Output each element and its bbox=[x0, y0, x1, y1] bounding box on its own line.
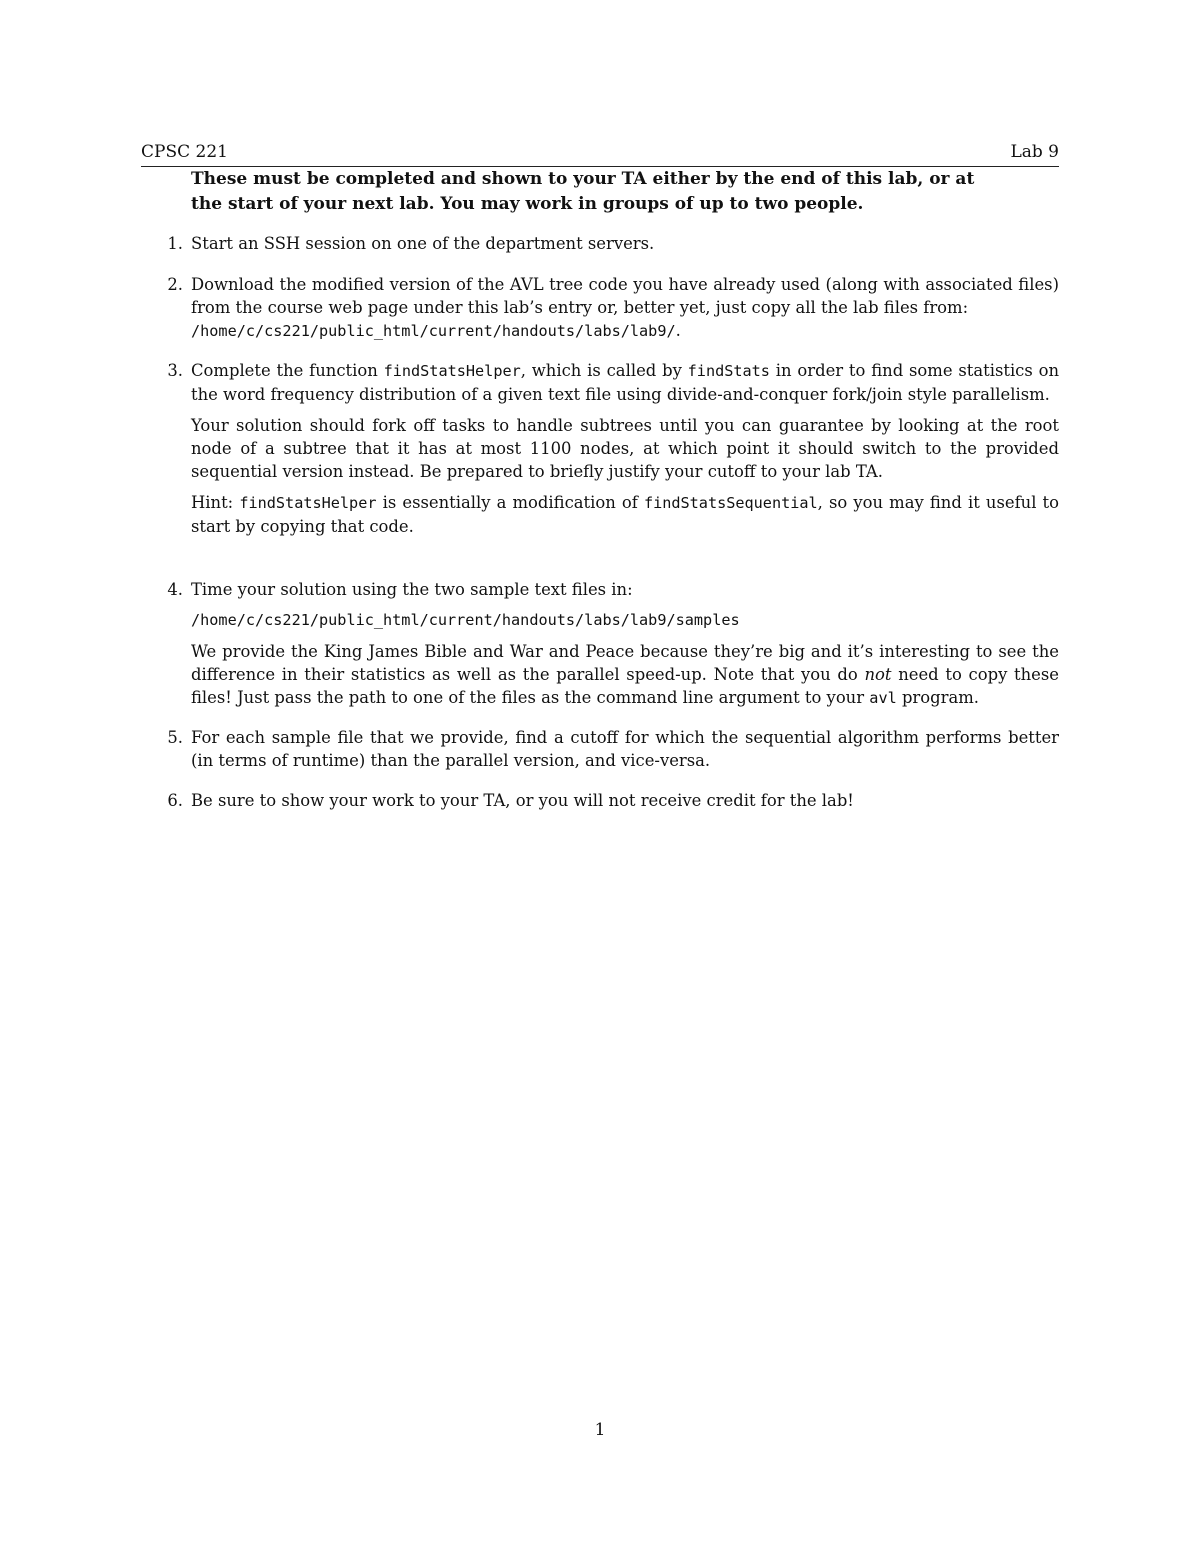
code-findStatsHelper: findStatsHelper bbox=[239, 494, 377, 512]
item-text: Download the modified version of the AVL tree code you have already used (along with associated files) from the course web page under this lab’s entry or, better yet, just copy all the lab files from: /home/c/cs221/public_html/current/handouts/labs/lab9/. bbox=[191, 275, 1059, 340]
item-text: Start an SSH session on one of the department servers. bbox=[191, 234, 655, 253]
page-number: 1 bbox=[594, 1420, 606, 1440]
item-number: 1. bbox=[167, 234, 183, 253]
page-header bbox=[141, 142, 1059, 167]
list-item bbox=[167, 273, 1059, 343]
emphasis-not: not bbox=[864, 665, 892, 684]
lab-files-path: /home/c/cs221/public_html/current/handouts/labs/lab9/ bbox=[191, 322, 676, 340]
intro-line-1: These must be completed and shown to your TA either by the end of this lab, or at bbox=[191, 169, 975, 189]
samples-path: /home/c/cs221/public_html/current/handouts/labs/lab9/samples bbox=[191, 611, 740, 629]
code-avl: avl bbox=[869, 689, 897, 707]
code-findStatsHelper: findStatsHelper bbox=[383, 362, 521, 380]
course-code: CPSC 221 bbox=[141, 142, 228, 162]
code-findStatsSequential: findStatsSequential bbox=[643, 494, 818, 512]
code-findStats: findStats bbox=[687, 362, 770, 380]
item-paragraph: We provide the King James Bible and War and Peace because they’re big and it’s interesting to see the difference in their statistics as well as the parallel speed-up. Note that you do not need to copy these files! Just pass the path to one of the files as the command line argument to your avl program. bbox=[191, 642, 1059, 707]
item-text: Be sure to show your work to your TA, or you will not receive credit for the lab! bbox=[191, 791, 854, 810]
list-item bbox=[167, 789, 1059, 812]
item-paragraph: Time your solution using the two sample text files in: bbox=[191, 580, 633, 599]
list-item bbox=[167, 359, 1060, 538]
list-item bbox=[167, 726, 1059, 772]
list-item bbox=[167, 232, 1059, 255]
item-number: 5. bbox=[167, 728, 183, 747]
intro-line-2: the start of your next lab. You may work in groups of up to two people. bbox=[191, 194, 864, 214]
item-text: For each sample file that we provide, find a cutoff for which the sequential algorithm performs better (in terms of runtime) than the parallel version, and vice-versa. bbox=[191, 728, 1059, 770]
intro-instructions bbox=[191, 167, 1051, 217]
item-paragraph: Hint: findStatsHelper is essentially a modification of findStatsSequential, so you may find it useful to start by copying that code. bbox=[191, 493, 1060, 536]
item-number: 4. bbox=[167, 580, 183, 599]
item-number: 6. bbox=[167, 791, 183, 810]
item-number: 2. bbox=[167, 275, 183, 294]
lab-number: Lab 9 bbox=[1010, 142, 1059, 162]
item-paragraph: Your solution should fork off tasks to handle subtrees until you can guarantee by looking at the root node of a subtree that it has at most 1100 nodes, at which point it should switch to the provided sequential version instead. Be prepared to briefly justify your cutoff to your lab TA. bbox=[191, 416, 1059, 481]
item-paragraph: Complete the function findStatsHelper, which is called by findStats in order to find some statistics on the word frequency distribution of a given text file using divide-and-conquer fork/join style parallelism. bbox=[191, 361, 1060, 404]
item-number: 3. bbox=[167, 361, 183, 380]
list-item bbox=[167, 578, 1059, 710]
